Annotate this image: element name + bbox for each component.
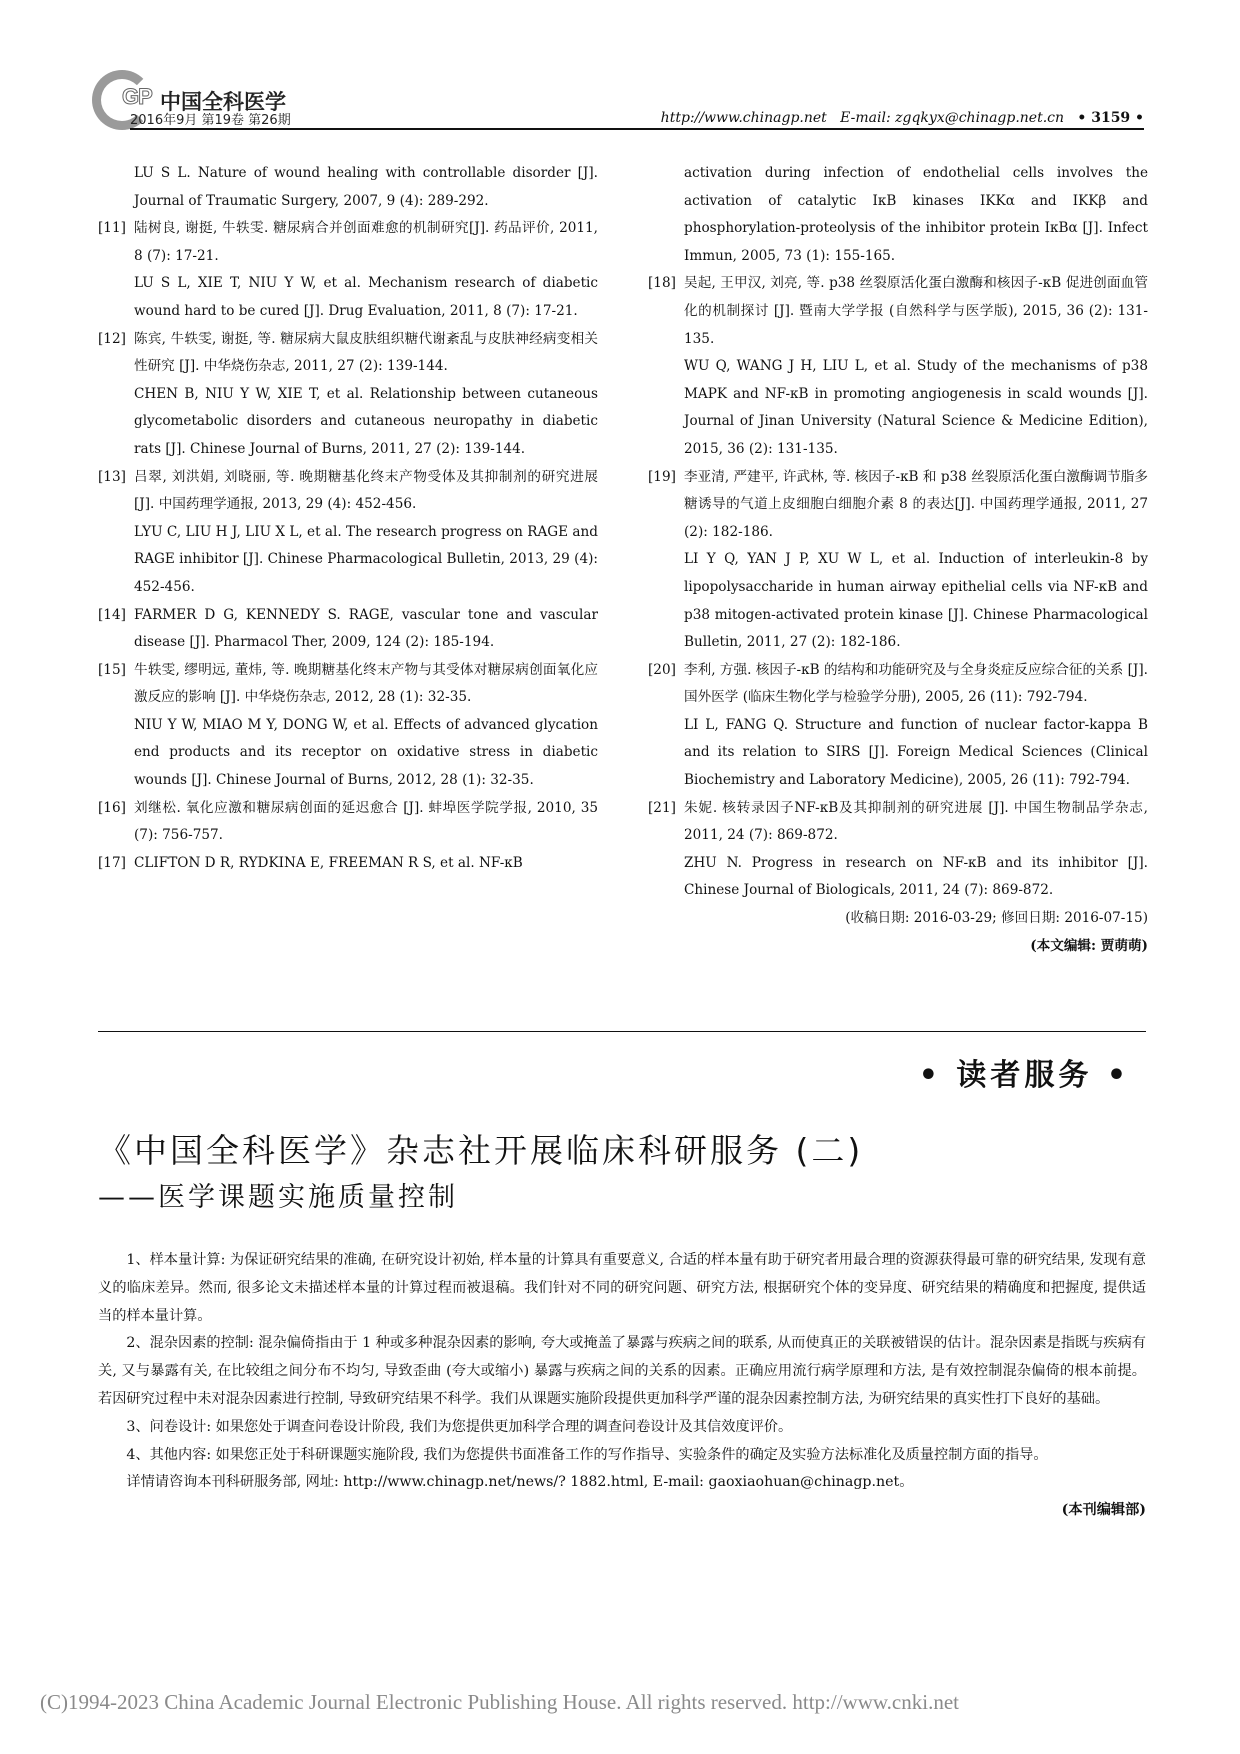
reference-item <box>648 795 1148 905</box>
article-editor: (本文编辑: 贾萌萌) <box>1030 937 1148 954</box>
reference-cn: 陈宾, 牛轶雯, 谢挺, 等. 糖尿病大鼠皮肤组织糖代谢紊乱与皮肤神经病变相关性研究 [J]. 中华烧伤杂志, 2011, 27 (2): 139-144. <box>134 330 598 375</box>
reference-number: [16] <box>98 799 126 816</box>
reference-item <box>98 657 598 795</box>
reference-cn: 牛轶雯, 缪明远, 董炜, 等. 晚期糖基化终末产物与其受体对糖尿病创面氧化应激反应的影响 [J]. 中华烧伤杂志, 2012, 28 (1): 32-35. <box>134 661 598 706</box>
reference-item <box>648 270 1148 463</box>
notice-paragraph: 2、混杂因素的控制: 混杂偏倚指由于 1 种或多种混杂因素的影响, 夸大或掩盖了暴露与疾病之间的联系, 从而使真正的关联被错误的估计。混杂因素是指既与疾病有关, 又与暴露有关, 在比较组之间分布不均匀, 导致歪曲 (夸大或缩小) 暴露与疾病之间的关系的因素。正确应用流行病学原理和方法, 是有效控制混杂偏倚的根本前提。若因研究过程中未对混杂因素进行控制, 导致研究结果不科学。我们从课题实施阶段提供更加科学严谨的混杂因素控制方法, 为研究结果的真实性打下良好的基础。 <box>98 1335 1146 1407</box>
reference-number: [19] <box>648 468 676 485</box>
reference-cn: 吕翠, 刘洪娟, 刘晓丽, 等. 晚期糖基化终末产物受体及其抑制剂的研究进展 [J]. 中国药理学通报, 2013, 29 (4): 452-456. <box>134 468 598 513</box>
journal-logo-gp: GP <box>122 84 152 109</box>
reference-item <box>648 160 1148 270</box>
reference-number: [17] <box>98 854 126 871</box>
reference-item <box>648 464 1148 657</box>
reference-item <box>98 602 598 657</box>
reference-cn: 陆树良, 谢挺, 牛轶雯. 糖尿病合并创面难愈的机制研究[J]. 药品评价, 2011, 8 (7): 17-21. <box>134 220 598 264</box>
received-date: (收稿日期: 2016-03-29; 修回日期: 2016-07-15) <box>845 910 1148 927</box>
reference-en: LU S L. Nature of wound healing with controllable disorder [J]. Journal of Traumatic Surgery, 2007, 9 (4): 289-292. <box>134 165 598 209</box>
header-right <box>661 110 1144 126</box>
reference-en: LYU C, LIU H J, LIU X L, et al. The research progress on RAGE and RAGE inhibitor [J]. Chinese Pharmacological Bulletin, 2013, 29 (4): 452-456. <box>134 523 598 595</box>
notice-signature: (本刊编辑部) <box>1061 1502 1146 1519</box>
references-left-column <box>98 160 598 877</box>
header-email-label: E-mail: <box>840 110 891 126</box>
section-label: • 读者服务 • <box>918 1058 1130 1093</box>
reference-en: LU S L, XIE T, NIU Y W, et al. Mechanism research of diabetic wound hard to be cured [J]. Drug Evaluation, 2011, 8 (7): 17-21. <box>134 275 598 319</box>
reference-number: [12] <box>98 330 126 347</box>
reference-item <box>98 795 598 850</box>
reference-en: activation during infection of endothelial cells involves the activation of catalytic IκB kinases IKKα and IKKβ and phosphorylation-proteolysis of the inhibitor protein IκBα [J]. Infect Immun, 2005, 73 (1): 155-165. <box>684 165 1148 264</box>
reference-cn: 吴起, 王甲汉, 刘亮, 等. p38 丝裂原活化蛋白激酶和核因子-κB 促进创面血管化的机制探讨 [J]. 暨南大学学报 (自然科学与医学版), 2015, 36 (2): 131-135. <box>684 275 1148 347</box>
reference-item <box>98 215 598 325</box>
page-number: • 3159 • <box>1077 110 1144 126</box>
references-right-column <box>648 160 1148 960</box>
reference-number: [15] <box>98 661 126 678</box>
notice-body <box>98 1247 1146 1525</box>
reference-cn: 李亚清, 严建平, 许武林, 等. 核因子-κB 和 p38 丝裂原活化蛋白激酶调节脂多糖诱导的气道上皮细胞白细胞介素 8 的表达[J]. 中国药理学通报, 2011, 27 (2): 182-186. <box>684 468 1148 540</box>
header-email[interactable]: zgqkyx@chinagp.net.cn <box>895 110 1065 126</box>
reference-en: CLIFTON D R, RYDKINA E, FREEMAN R S, et al. NF-κB <box>134 854 523 871</box>
copyright-footer: (C)1994-2023 China Academic Journal Electronic Publishing House. All rights reserved. http://www.cnki.net <box>40 1690 959 1714</box>
reference-en: WU Q, WANG J H, LIU L, et al. Study of the mechanisms of p38 MAPK and NF-κB in promoting angiogenesis in scald wounds [J]. Journal of Jinan University (Natural Science & Medicine Edition), 2015, 36 (2): 131-135. <box>684 358 1148 457</box>
reference-en: LI L, FANG Q. Structure and function of nuclear factor-kappa B and its relation to SIRS [J]. Foreign Medical Sciences (Clinical Biochemistry and Laboratory Medicine), 2005, 26 (11): 792-794. <box>684 716 1148 789</box>
reference-item <box>98 464 598 602</box>
reference-item <box>98 326 598 464</box>
reference-en: LI Y Q, YAN J P, XU W L, et al. Induction of interleukin-8 by lipopolysaccharide in human airway epithelial cells via NF-κB and p38 mitogen-activated protein kinase [J]. Chinese Pharmacological Bulletin, 2011, 27 (2): 182-186. <box>684 551 1148 651</box>
journal-issue: 2016年9月 第19卷 第26期 <box>130 113 291 128</box>
reference-en: ZHU N. Progress in research on NF-κB and its inhibitor [J]. Chinese Journal of Biologicals, 2011, 24 (7): 869-872. <box>684 854 1148 899</box>
reference-number: [21] <box>648 799 676 816</box>
reference-en: NIU Y W, MIAO M Y, DONG W, et al. Effects of advanced glycation end products and its receptor on oxidative stress in diabetic wounds [J]. Chinese Journal of Burns, 2012, 28 (1): 32-35. <box>134 716 598 789</box>
reference-number: [20] <box>648 661 676 678</box>
reference-number: [13] <box>98 468 126 485</box>
header-rule <box>130 128 1144 130</box>
reference-en: CHEN B, NIU Y W, XIE T, et al. Relationship between cutaneous glycometabolic disorders and cutaneous neuropathy in diabetic rats [J]. Chinese Journal of Burns, 2011, 27 (2): 139-144. <box>134 385 598 457</box>
reference-number: [14] <box>98 606 126 623</box>
notice-contact: 详情请咨询本刊科研服务部, 网址: http://www.chinagp.net/news/? 1882.html, E-mail: gaoxiaohuan@chinagp.net。 <box>126 1474 914 1491</box>
notice-subtitle: ——医学课题实施质量控制 <box>98 1182 458 1213</box>
journal-title: 中国全科医学 <box>160 90 286 114</box>
notice-paragraph: 4、其他内容: 如果您正处于科研课题实施阶段, 我们为您提供书面准备工作的写作指导、实验条件的确定及实验方法标准化及质量控制方面的指导。 <box>126 1446 1048 1463</box>
section-divider <box>98 1031 1146 1032</box>
reference-cn: 朱妮. 核转录因子NF-κB及其抑制剂的研究进展 [J]. 中国生物制品学杂志, 2011, 24 (7): 869-872. <box>684 799 1148 844</box>
reference-number: [18] <box>648 275 676 292</box>
reference-cn: 刘继松. 氧化应激和糖尿病创面的延迟愈合 [J]. 蚌埠医学院学报, 2010, 35 (7): 756-757. <box>134 799 598 844</box>
reference-cn: 李利, 方强. 核因子-κB 的结构和功能研究及与全身炎症反应综合征的关系 [J]. 国外医学 (临床生物化学与检验学分册), 2005, 26 (11): 792-794. <box>684 661 1148 706</box>
header-url[interactable]: http://www.chinagp.net <box>660 110 827 126</box>
notice-paragraph: 3、问卷设计: 如果您处于调查问卷设计阶段, 我们为您提供更加科学合理的调查问卷设计及其信效度评价。 <box>126 1418 793 1435</box>
reference-en: FARMER D G, KENNEDY S. RAGE, vascular tone and vascular disease [J]. Pharmacol Ther, 2009, 124 (2): 185-194. <box>134 606 598 651</box>
notice-paragraph: 1、样本量计算: 为保证研究结果的准确, 在研究设计初始, 样本量的计算具有重要意义, 合适的样本量有助于研究者用最合理的资源获得最可靠的研究结果, 发现有意义的临床差异。然而, 很多论文未描述样本量的计算过程而被退稿。我们针对不同的研究问题、研究方法, 根据研究个体的变异度、研究结果的精确度和把握度, 提供适当的样本量计算。 <box>98 1252 1146 1324</box>
notice-title: 《中国全科医学》杂志社开展临床科研服务 (二) <box>98 1131 864 1170</box>
reference-item <box>648 657 1148 795</box>
reference-item <box>98 850 598 878</box>
reference-number: [11] <box>98 220 126 237</box>
reference-item <box>98 160 598 215</box>
